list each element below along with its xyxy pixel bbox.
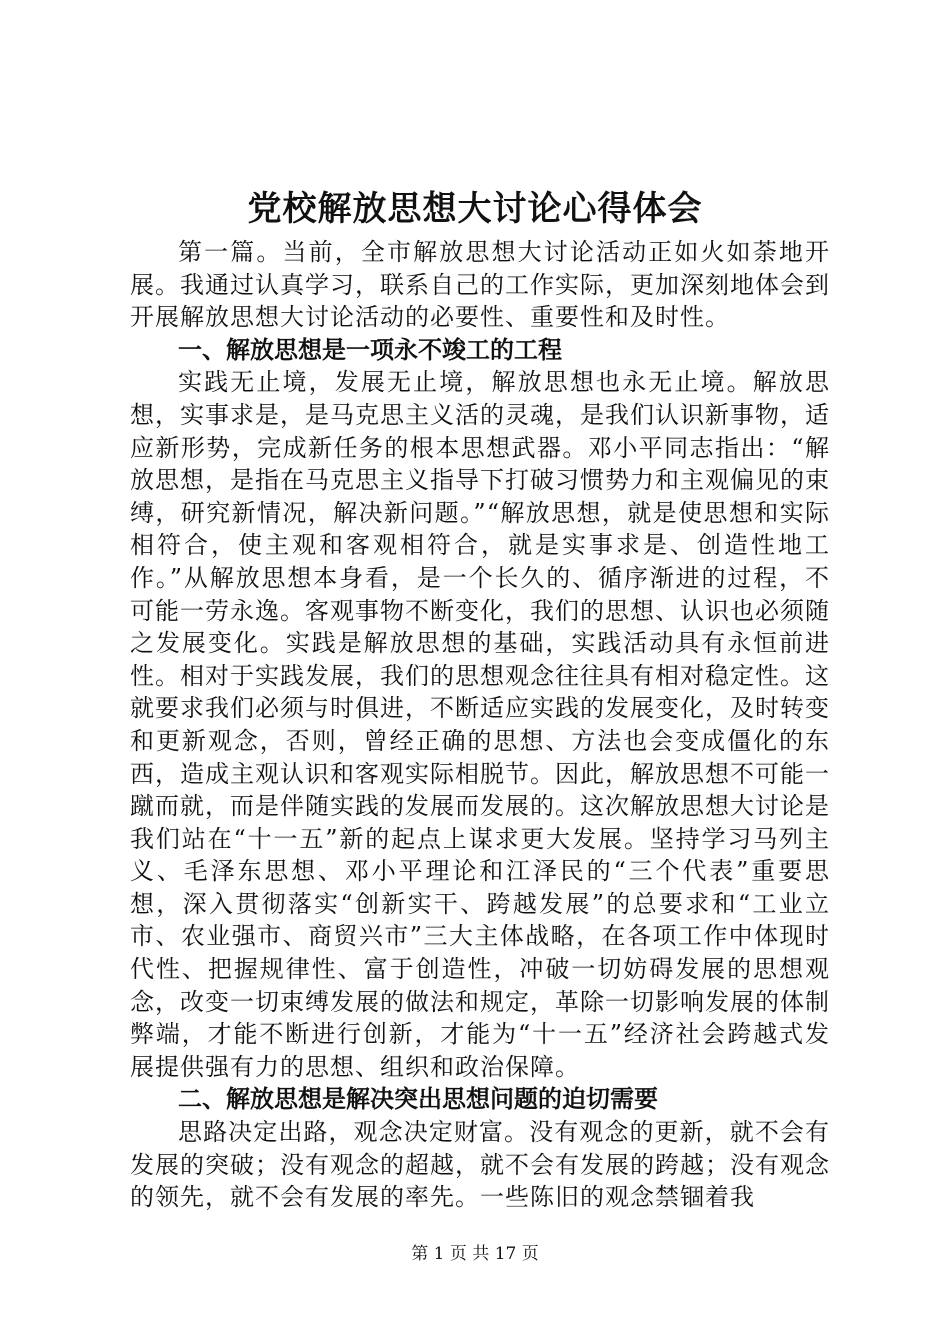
intro-paragraph: 第一篇。当前，全市解放思想大讨论活动正如火如荼地开展。我通过认真学习，联系自己的工作实际，更加深刻地体会到开展解放思想大讨论活动的必要性、重要性和及时性。 (130, 238, 830, 332)
document-title: 党校解放思想大讨论心得体会 (247, 189, 703, 229)
section-1-paragraph: 实践无止境，发展无止境，解放思想也永无止境。解放思想，实事求是，是马克思主义活的灵魂，是我们认识新事物，适应新形势，完成新任务的根本思想武器。邓小平同志指出：“解放思想，是指在马克思主义指导下打破习惯势力和主观偏见的束缚，研究新情况，解决新问题。”“解放思想，就是使思想和实际相符合，使主观和客观相符合，就是实事求是、创造性地工作。”从解放思想本身看，是一个长久的、循序渐进的过程，不可能一劳永逸。客观事物不断变化，我们的思想、认识也必须随之发展变化。实践是解放思想的基础，实践活动具有永恒前进性。相对于实践发展，我们的思想观念往往具有相对稳定性。这就要求我们必须与时俱进，不断适应实践的发展变化，及时转变和更新观念，否则，曾经正确的思想、方法也会变成僵化的东西，造成主观认识和客观实际相脱节。因此，解放思想不可能一蹴而就，而是伴随实践的发展而发展的。这次解放思想大讨论是我们站在“十一五”新的起点上谋求更大发展。坚持学习马列主义、毛泽东思想、邓小平理论和江泽民的“三个代表”重要思想，深入贯彻落实“创新实干、跨越发展”的总要求和“工业立市、农业强市、商贸兴市”三大主体战略，在各项工作中体现时代性、把握规律性、富于创造性，冲破一切妨碍发展的思想观念，改变一切束缚发展的做法和规定，革除一切影响发展的体制弊端，才能不断进行创新，才能为“十一五”经济社会跨越式发展提供强有力的思想、组织和政治保障。 (130, 368, 830, 1081)
section-2-paragraph: 思路决定出路，观念决定财富。没有观念的更新，就不会有发展的突破；没有观念的超越，就不会有发展的跨越；没有观念的领先，就不会有发展的率先。一些陈旧的观念禁锢着我 (130, 1118, 830, 1212)
section-heading-1: 一、解放思想是一项永不竣工的工程 (178, 335, 562, 364)
section-heading-2: 二、解放思想是解决突出思想问题的迫切需要 (178, 1085, 658, 1114)
page-footer: 第 1 页 共 17 页 (411, 1244, 539, 1264)
document-body (130, 236, 830, 1214)
